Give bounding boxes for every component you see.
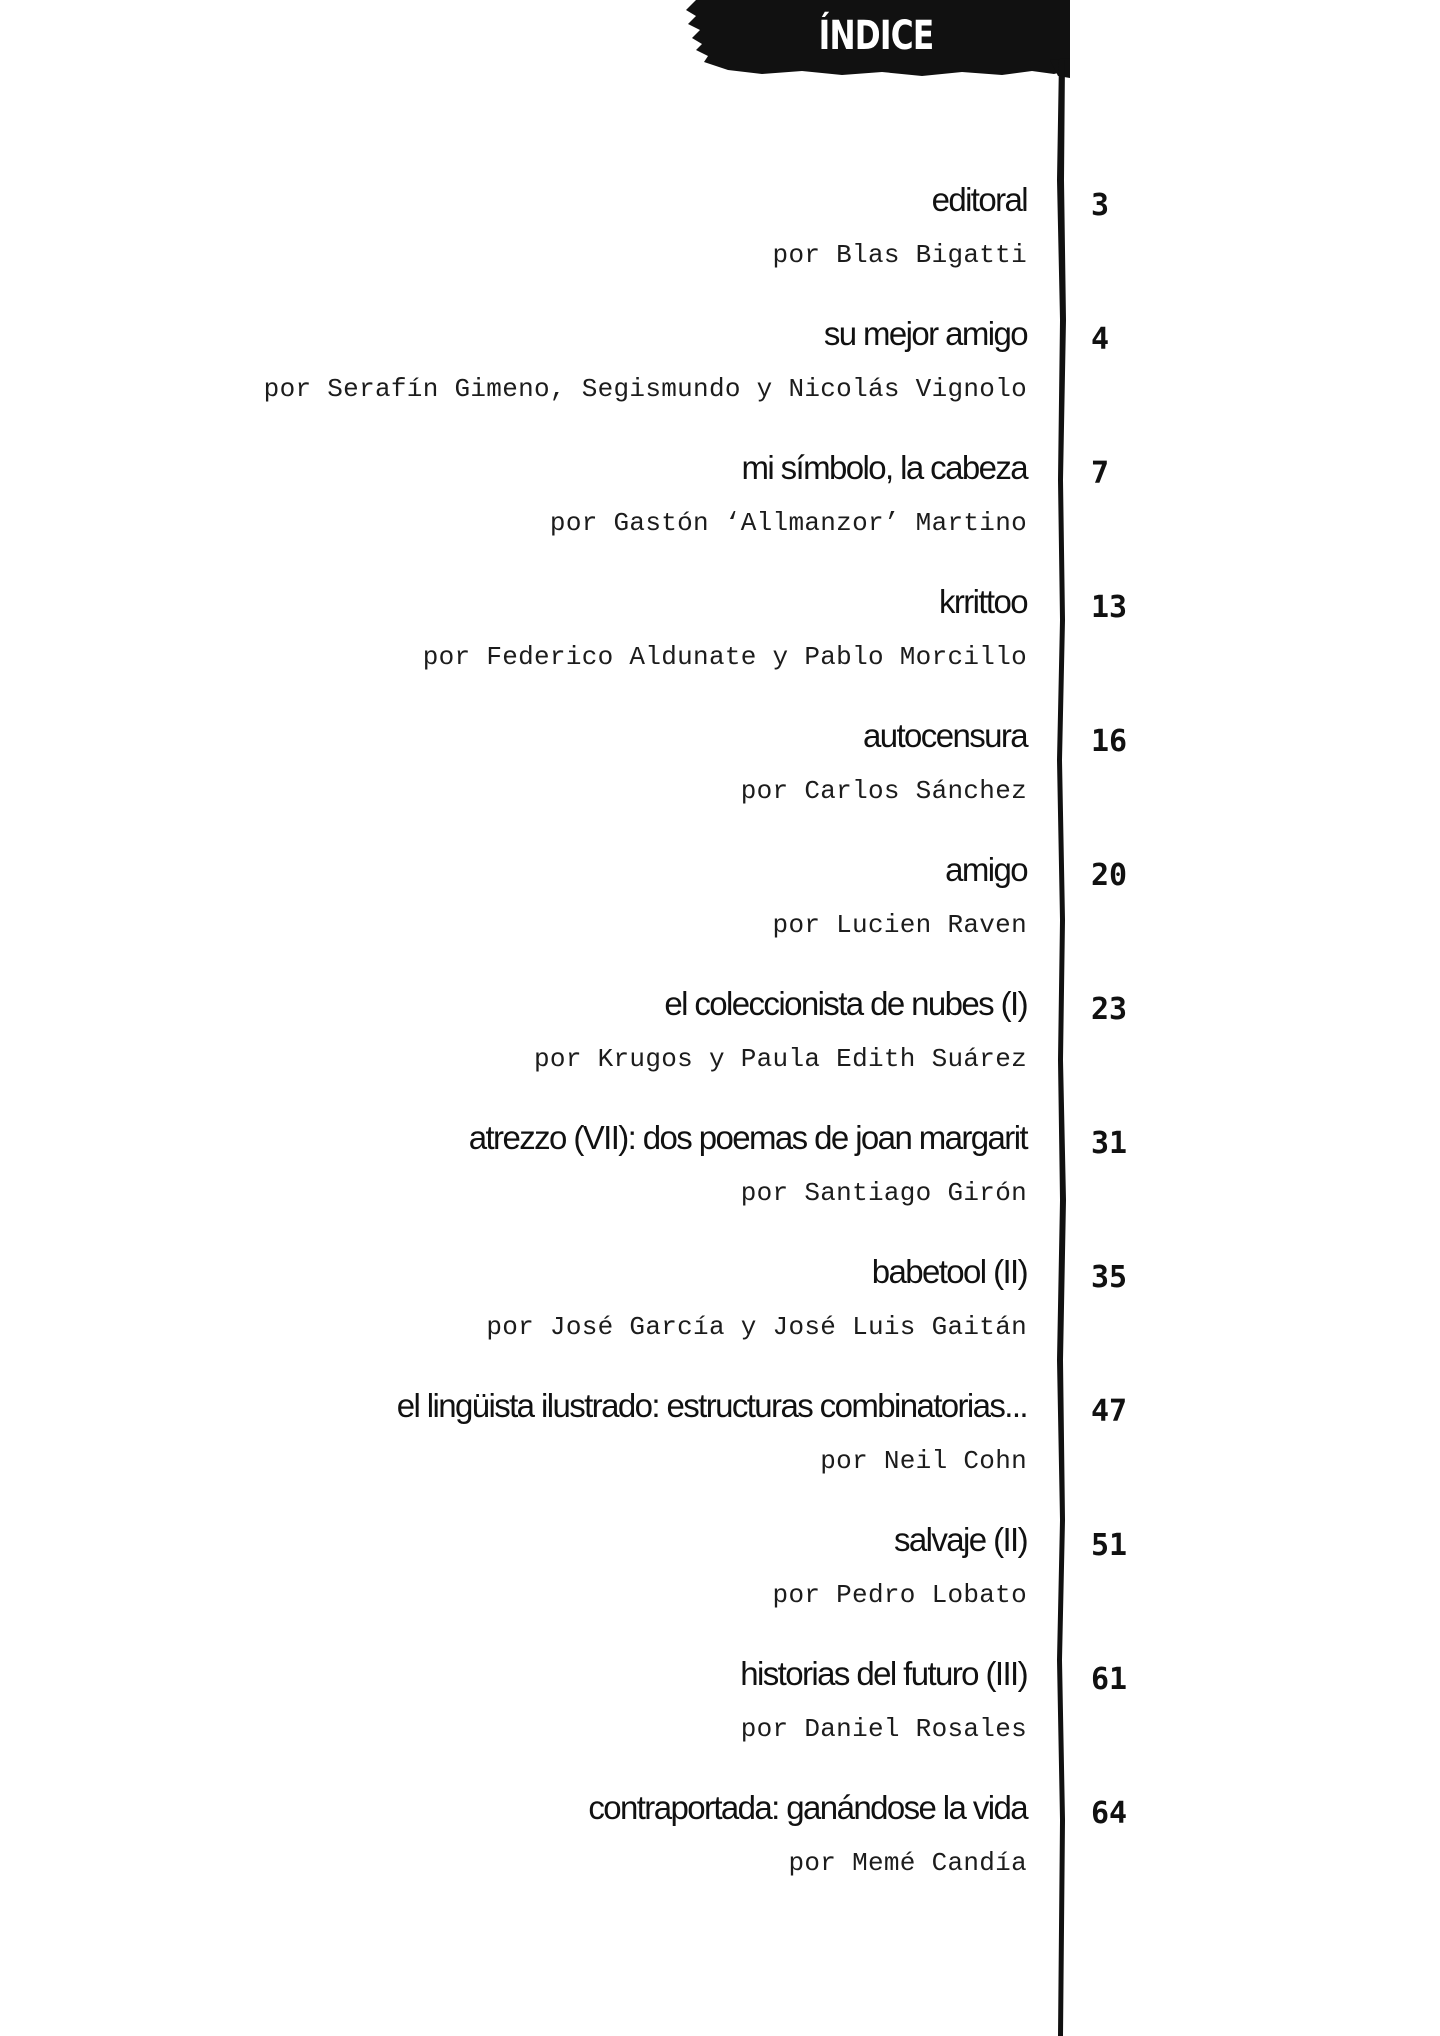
entry-page-number: 20 (1091, 858, 1128, 893)
entry-page-number: 31 (1091, 1126, 1128, 1161)
entry-author: por Carlos Sánchez (740, 776, 1027, 806)
page-title: ÍNDICE (818, 13, 934, 59)
entry-author: por Blas Bigatti (772, 240, 1027, 270)
entry-title: el coleccionista de nubes (I) (664, 985, 1027, 1022)
entry-author: por José García y José Luis Gaitán (486, 1312, 1027, 1342)
entry-page-number: 16 (1091, 724, 1128, 759)
toc-entry[interactable] (0, 850, 1440, 984)
entry-title: amigo (945, 851, 1027, 888)
entry-title: historias del futuro (III) (740, 1655, 1027, 1692)
toc-entry[interactable] (0, 314, 1440, 448)
entry-title: babetool (II) (871, 1253, 1027, 1290)
entry-author: por Santiago Girón (740, 1178, 1027, 1208)
toc-entry[interactable] (0, 582, 1440, 716)
entry-page-number: 35 (1091, 1260, 1128, 1295)
entry-page-number: 7 (1091, 456, 1110, 491)
entry-title: atrezzo (VII): dos poemas de joan margarit (468, 1119, 1027, 1156)
entry-page-number: 13 (1091, 590, 1128, 625)
entry-page-number: 23 (1091, 992, 1128, 1027)
entry-author: por Neil Cohn (820, 1446, 1027, 1476)
entry-title: el lingüista ilustrado: estructuras combinatorias... (396, 1387, 1027, 1424)
entry-page-number: 51 (1091, 1528, 1128, 1563)
toc-entry[interactable] (0, 716, 1440, 850)
entry-author: por Federico Aldunate y Pablo Morcillo (422, 642, 1027, 672)
toc-entry[interactable] (0, 1788, 1440, 1922)
entry-title: autocensura (862, 717, 1027, 754)
toc-entry[interactable] (0, 1386, 1440, 1520)
title-banner (682, 0, 1070, 78)
entry-author: por Daniel Rosales (740, 1714, 1027, 1744)
entry-title: mi símbolo, la cabeza (741, 449, 1027, 486)
entry-page-number: 64 (1091, 1796, 1128, 1831)
entry-author: por Lucien Raven (772, 910, 1027, 940)
toc-entry[interactable] (0, 1118, 1440, 1252)
toc-entry[interactable] (0, 1252, 1440, 1386)
entry-title: editoral (931, 181, 1027, 218)
entry-title: contraportada: ganándose la vida (588, 1789, 1027, 1826)
toc-entry[interactable] (0, 984, 1440, 1118)
entry-author: por Serafín Gimeno, Segismundo y Nicolás Vignolo (263, 374, 1027, 404)
toc-entry[interactable] (0, 1520, 1440, 1654)
toc-entry[interactable] (0, 180, 1440, 314)
entry-title: su mejor amigo (823, 315, 1027, 352)
entry-author: por Pedro Lobato (772, 1580, 1027, 1610)
entry-page-number: 47 (1091, 1394, 1128, 1429)
entry-author: por Krugos y Paula Edith Suárez (534, 1044, 1027, 1074)
entry-title: salvaje (II) (893, 1521, 1027, 1558)
entry-page-number: 61 (1091, 1662, 1128, 1697)
entry-author: por Memé Candía (788, 1848, 1027, 1878)
toc-entry[interactable] (0, 448, 1440, 582)
entry-page-number: 3 (1091, 188, 1110, 223)
entry-title: krrittoo (938, 583, 1027, 620)
toc-entry[interactable] (0, 1654, 1440, 1788)
entry-page-number: 4 (1091, 322, 1110, 357)
entry-author: por Gastón ‘Allmanzor’ Martino (549, 508, 1027, 538)
